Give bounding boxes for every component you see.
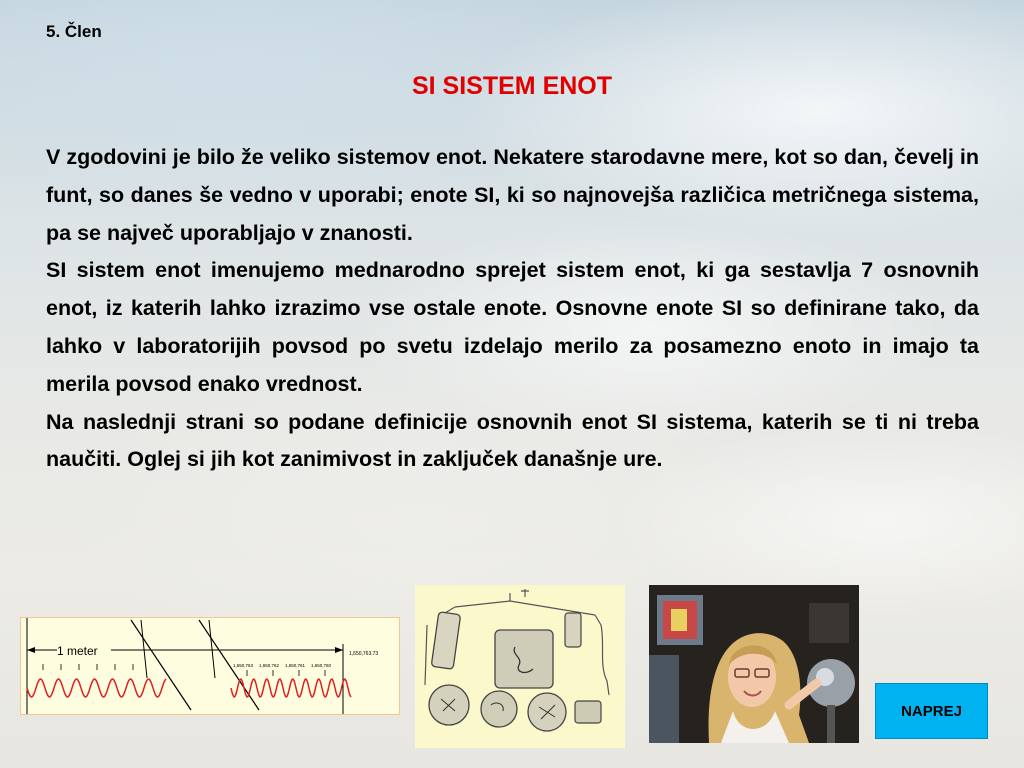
paragraph-definition: SI sistem enot imenujemo mednarodno sprejet sistem enot, ki ga sestavlja 7 osnovnih enot, iz katerih lahko izrazimo vse ostale enote. Osnovne enote SI so definirane tako, da lahko v laboratorijih povsod po svetu izdelajo merilo za posamezno enoto in imajo ta merila povsod enako vrednost. <box>46 258 979 396</box>
plasma-globe-photo <box>649 585 859 743</box>
next-button[interactable]: NAPREJ <box>875 683 988 739</box>
body-text <box>46 139 979 479</box>
slide-number-label: 5. Člen <box>46 22 102 41</box>
wave-left <box>27 679 166 697</box>
paragraph-history: V zgodovini je bilo že veliko sistemov enot. Nekatere starodavne mere, kot so dan, čevelj in funt, so danes še vedno v uporabi; enote SI, ki so najnovejša različica metričnega sistema, pa se največ uporabljajo v znanosti. <box>46 145 979 245</box>
meter-tick-4: 1,650,760 <box>311 663 332 668</box>
meter-tick-2: 1,650,762 <box>259 663 280 668</box>
meter-wavelength-illustration <box>20 617 400 715</box>
meter-tick-end: 1,650,763.73 <box>349 651 379 657</box>
ancient-weights-illustration <box>415 585 625 748</box>
meter-tick-1: 1,650,763 <box>233 663 254 668</box>
meter-tick-3: 1,650,761 <box>285 663 306 668</box>
meter-label: 1 meter <box>57 644 98 658</box>
page-title: SI SISTEM ENOT <box>411 72 613 100</box>
paragraph-next-page: Na naslednji strani so podane definicije osnovnih enot SI sistema, katerih se ti ni treba naučiti. Oglej si jih kot zanimivost in zaključek današnje ure. <box>46 409 979 472</box>
wave-right <box>231 679 351 697</box>
